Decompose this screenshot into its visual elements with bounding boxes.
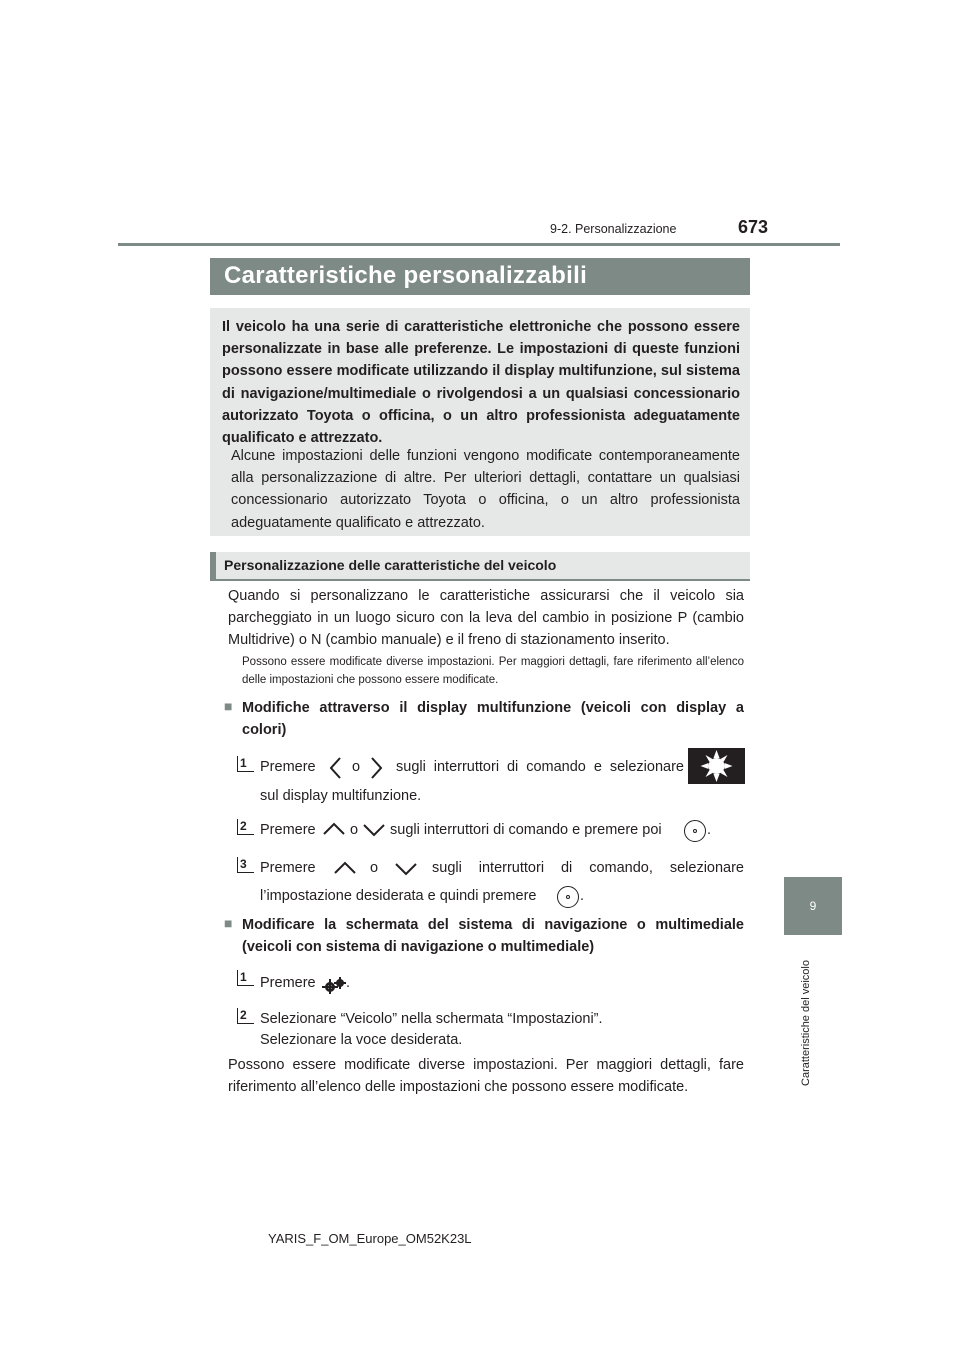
step-text: sugli interruttori di comando e selezionare [396, 759, 684, 775]
square-bullet-icon: ■ [224, 915, 233, 931]
step-text: o [350, 822, 359, 838]
chevron-up-icon [333, 860, 357, 876]
step-text: . [580, 888, 585, 904]
step-text: o [370, 860, 379, 876]
section-b-heading: Modificare la schermata del sistema di navigazione o multimediale (veicoli con sistema di navigazione o multimediale) [242, 917, 744, 956]
step-text: Selezionare la voce desiderata. [260, 1032, 463, 1048]
document-code: YARIS_F_OM_Europe_OM52K23L [268, 1231, 472, 1246]
step-text: Premere [260, 975, 316, 991]
step-text: sul display multifunzione. [260, 788, 422, 804]
subsection-paragraph: Quando si personalizzano le caratteristiche assicurarsi che il veicolo sia parcheggiato in un luogo sicuro con la leva del cambio in posizione P (cambio Multidrive) o N (cambio manuale) e il freno di stazionamento inserito. [228, 588, 744, 649]
enter-button-icon [684, 820, 706, 842]
subsection-title: Personalizzazione delle caratteristiche del veicolo [224, 557, 557, 573]
settings-menu-icon [688, 748, 745, 784]
subsection-marker [210, 552, 216, 581]
chapter-title: Caratteristiche del veicolo [800, 960, 812, 1086]
closing-paragraph: Possono essere modificate diverse impostazioni. Per maggiori dettagli, fare riferimento all’elenco delle impostazioni che possono essere modificate. [228, 1057, 744, 1096]
step-text: Premere [260, 822, 316, 838]
step-number: 2 [237, 1008, 254, 1024]
step-text: . [346, 975, 351, 991]
page-title: Caratteristiche personalizzabili [224, 262, 588, 289]
section-reference: 9-2. Personalizzazione [550, 222, 677, 236]
step-text: sugli interruttori di comando e premere poi [390, 822, 662, 838]
chevron-down-icon [362, 822, 386, 838]
gear-icon [322, 976, 346, 994]
step-text: Selezionare “Veicolo” nella schermata “Impostazioni”. [260, 1011, 603, 1027]
subsection-header [210, 552, 750, 581]
chevron-left-icon [328, 756, 342, 780]
step-number: 1 [237, 756, 254, 772]
chapter-number: 9 [809, 899, 817, 913]
step-number: 2 [237, 819, 254, 835]
chevron-up-icon [322, 821, 346, 837]
chevron-right-icon [370, 756, 384, 780]
step-text: . [707, 822, 712, 838]
step-text: o [352, 759, 361, 775]
header-rule [118, 243, 840, 246]
step-text: Premere [260, 759, 316, 775]
step-number: 1 [237, 970, 254, 986]
chevron-down-icon [394, 861, 418, 877]
square-bullet-icon: ■ [224, 698, 233, 714]
page-number: 673 [738, 217, 769, 237]
page-title-bar [210, 258, 750, 295]
intro-text: Il veicolo ha una serie di caratteristiche elettroniche che possono essere personalizzate in base alle preferenze. Le impostazioni di queste funzioni possono essere modificate utilizzando il display multifunzione, sul sistema di navigazione/multimediale o rivolgendosi a un qualsiasi concessionario autorizzato Toyota o officina, o un altro professionista adeguatamente qualificato e attrezzato. [222, 319, 740, 447]
subsection-note: Possono essere modificate diverse impostazioni. Per maggiori dettagli, fare riferimento all’elenco delle impostazioni che possono essere modificate. [242, 656, 744, 686]
section-a-heading: Modifiche attraverso il display multifunzione (veicoli con display a colori) [242, 700, 744, 739]
sun-gear-icon [688, 748, 745, 784]
step-text: Premere [260, 860, 316, 876]
intro-note: Alcune impostazioni delle funzioni vengono modificate contemporaneamente alla personalizzazione di altre. Per ulteriori dettagli, contattare un qualsiasi concessionario autorizzato Toyota o officina, o un altro professionista adeguatamente qualificato e attrezzato. [231, 448, 740, 531]
step-number: 3 [237, 857, 254, 873]
step-text: l’impostazione desiderata e quindi premere [260, 888, 537, 904]
enter-button-icon [557, 886, 579, 908]
chapter-title-vertical [800, 948, 816, 1098]
step-text: sugli interruttori di comando, selezionare [432, 860, 744, 876]
chapter-tab [784, 877, 842, 935]
